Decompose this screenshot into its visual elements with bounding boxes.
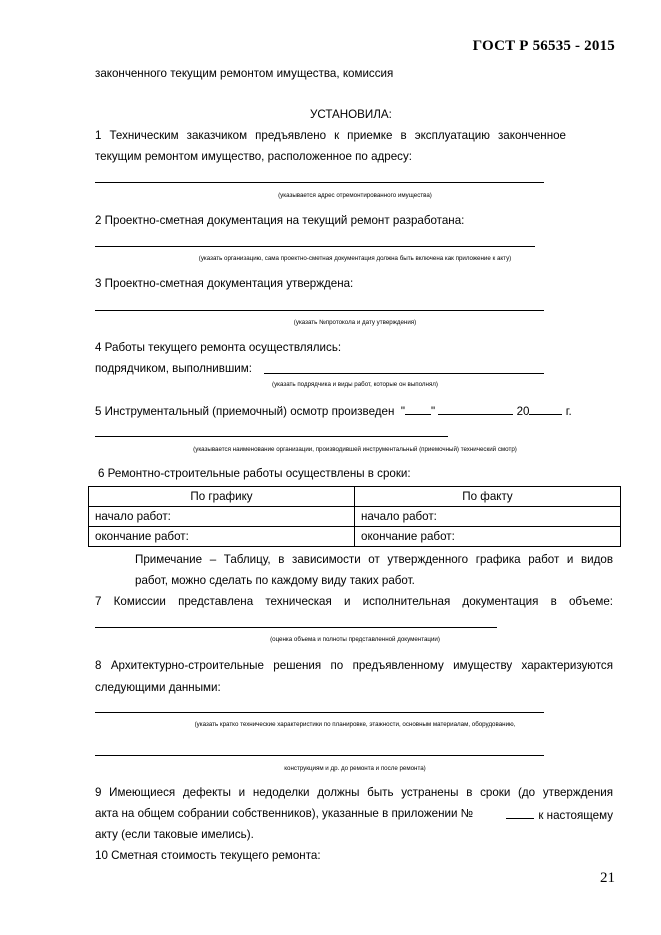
item2-text: 2 Проектно-сметная документация на текущий ремонт разработана: <box>95 214 465 227</box>
item3-caption: (указать №протокола и дату утверждения) <box>293 319 417 326</box>
item8-line1: 8 Архитектурно-строительные решения по предъявленному имуществу характеризуются <box>95 659 613 672</box>
note-line1: Примечание – Таблицу, в зависимости от утвержденного графика работ и видов <box>135 553 613 566</box>
item8-line2: следующими данными: <box>95 681 221 694</box>
item1-line1: 1 Техническим заказчиком предъявлено к приемке в эксплуатацию законченное <box>95 129 566 142</box>
item4-line1: 4 Работы текущего ремонта осуществлялись: <box>95 341 342 354</box>
note-line2: работ, можно сделать по каждому виду таких работ. <box>135 574 415 587</box>
item5-caption: (указывается наименование организации, производившей инструментальный (приемочный) технический смотр) <box>193 446 517 453</box>
table-row <box>89 507 621 527</box>
item5-text: 5 Инструментальный (приемочный) осмотр произведен <box>95 405 395 418</box>
documentation-fill-line[interactable] <box>95 627 497 628</box>
year-prefix: 20 <box>516 405 530 418</box>
day-fill[interactable] <box>405 403 431 415</box>
schedule-table <box>88 486 621 547</box>
item5-line <box>95 403 572 419</box>
page-number: 21 <box>600 870 615 886</box>
item9-line1: 9 Имеющиеся дефекты и недоделки должны быть устранены в сроки (до утверждения <box>95 786 613 799</box>
item4-line2: подрядчиком, выполнившим: <box>95 362 252 375</box>
month-fill[interactable] <box>438 403 513 415</box>
item4-caption: (указать подрядчика и виды работ, которые он выполнял) <box>272 381 438 388</box>
year-suffix: г. <box>565 405 572 418</box>
table-header-row <box>89 487 621 507</box>
organization-fill-line[interactable] <box>95 246 535 247</box>
appendix-number-fill[interactable] <box>506 807 534 819</box>
item2-caption: (указать организацию, сама проектно-сметная документация должна быть включена как приложение к акту) <box>198 255 512 262</box>
item3-text: 3 Проектно-сметная документация утверждена: <box>95 277 354 290</box>
contractor-fill-line[interactable] <box>264 373 544 374</box>
actual-end-cell[interactable]: окончание работ: <box>355 527 621 547</box>
characteristics-fill-line-1[interactable] <box>95 712 544 713</box>
col-header-actual: По факту <box>355 487 621 507</box>
year-fill[interactable] <box>529 403 562 415</box>
item1-line2: текущим ремонтом имущество, расположенное по адресу: <box>95 150 412 163</box>
quote-open: " <box>400 405 405 418</box>
intro-line: законченного текущим ремонтом имущества, комиссия <box>95 67 394 80</box>
quote-close: " <box>430 405 436 418</box>
address-fill-line[interactable] <box>95 182 544 183</box>
item9-line2b: к настоящему <box>538 809 613 822</box>
actual-start-cell[interactable]: начало работ: <box>355 507 621 527</box>
appendix-group <box>506 807 613 823</box>
item6-text: 6 Ремонтно-строительные работы осуществлены в сроки: <box>98 467 411 480</box>
standard-header: ГОСТ Р 56535 - 2015 <box>472 38 615 54</box>
item8-caption2: конструкциям и др. до ремонта и после ремонта) <box>284 765 426 772</box>
table-row <box>89 527 621 547</box>
item9-line2 <box>95 807 613 823</box>
item8-caption1: (указать кратко технические характеристики по планировке, этажности, основным материалам, оборудованию, <box>194 721 516 728</box>
inspector-fill-line[interactable] <box>95 436 448 437</box>
characteristics-fill-line-2[interactable] <box>95 755 544 756</box>
col-header-plan: По графику <box>89 487 355 507</box>
approval-fill-line[interactable] <box>95 310 544 311</box>
plan-start-cell[interactable]: начало работ: <box>89 507 355 527</box>
item9-line2a: акта на общем собрании собственников), указанные в приложении № <box>95 807 474 820</box>
item7-text: 7 Комиссии представлена техническая и исполнительная документация в объеме: <box>95 595 613 608</box>
item7-caption: (оценка объема и полноты представленной документации) <box>270 636 440 643</box>
item9-line3: акту (если таковые имелись). <box>95 828 254 841</box>
established-heading: УСТАНОВИЛА: <box>310 108 392 121</box>
item1-caption: (указывается адрес отремонтированного имущества) <box>278 192 432 199</box>
item10-text: 10 Сметная стоимость текущего ремонта: <box>95 849 321 862</box>
plan-end-cell[interactable]: окончание работ: <box>89 527 355 547</box>
